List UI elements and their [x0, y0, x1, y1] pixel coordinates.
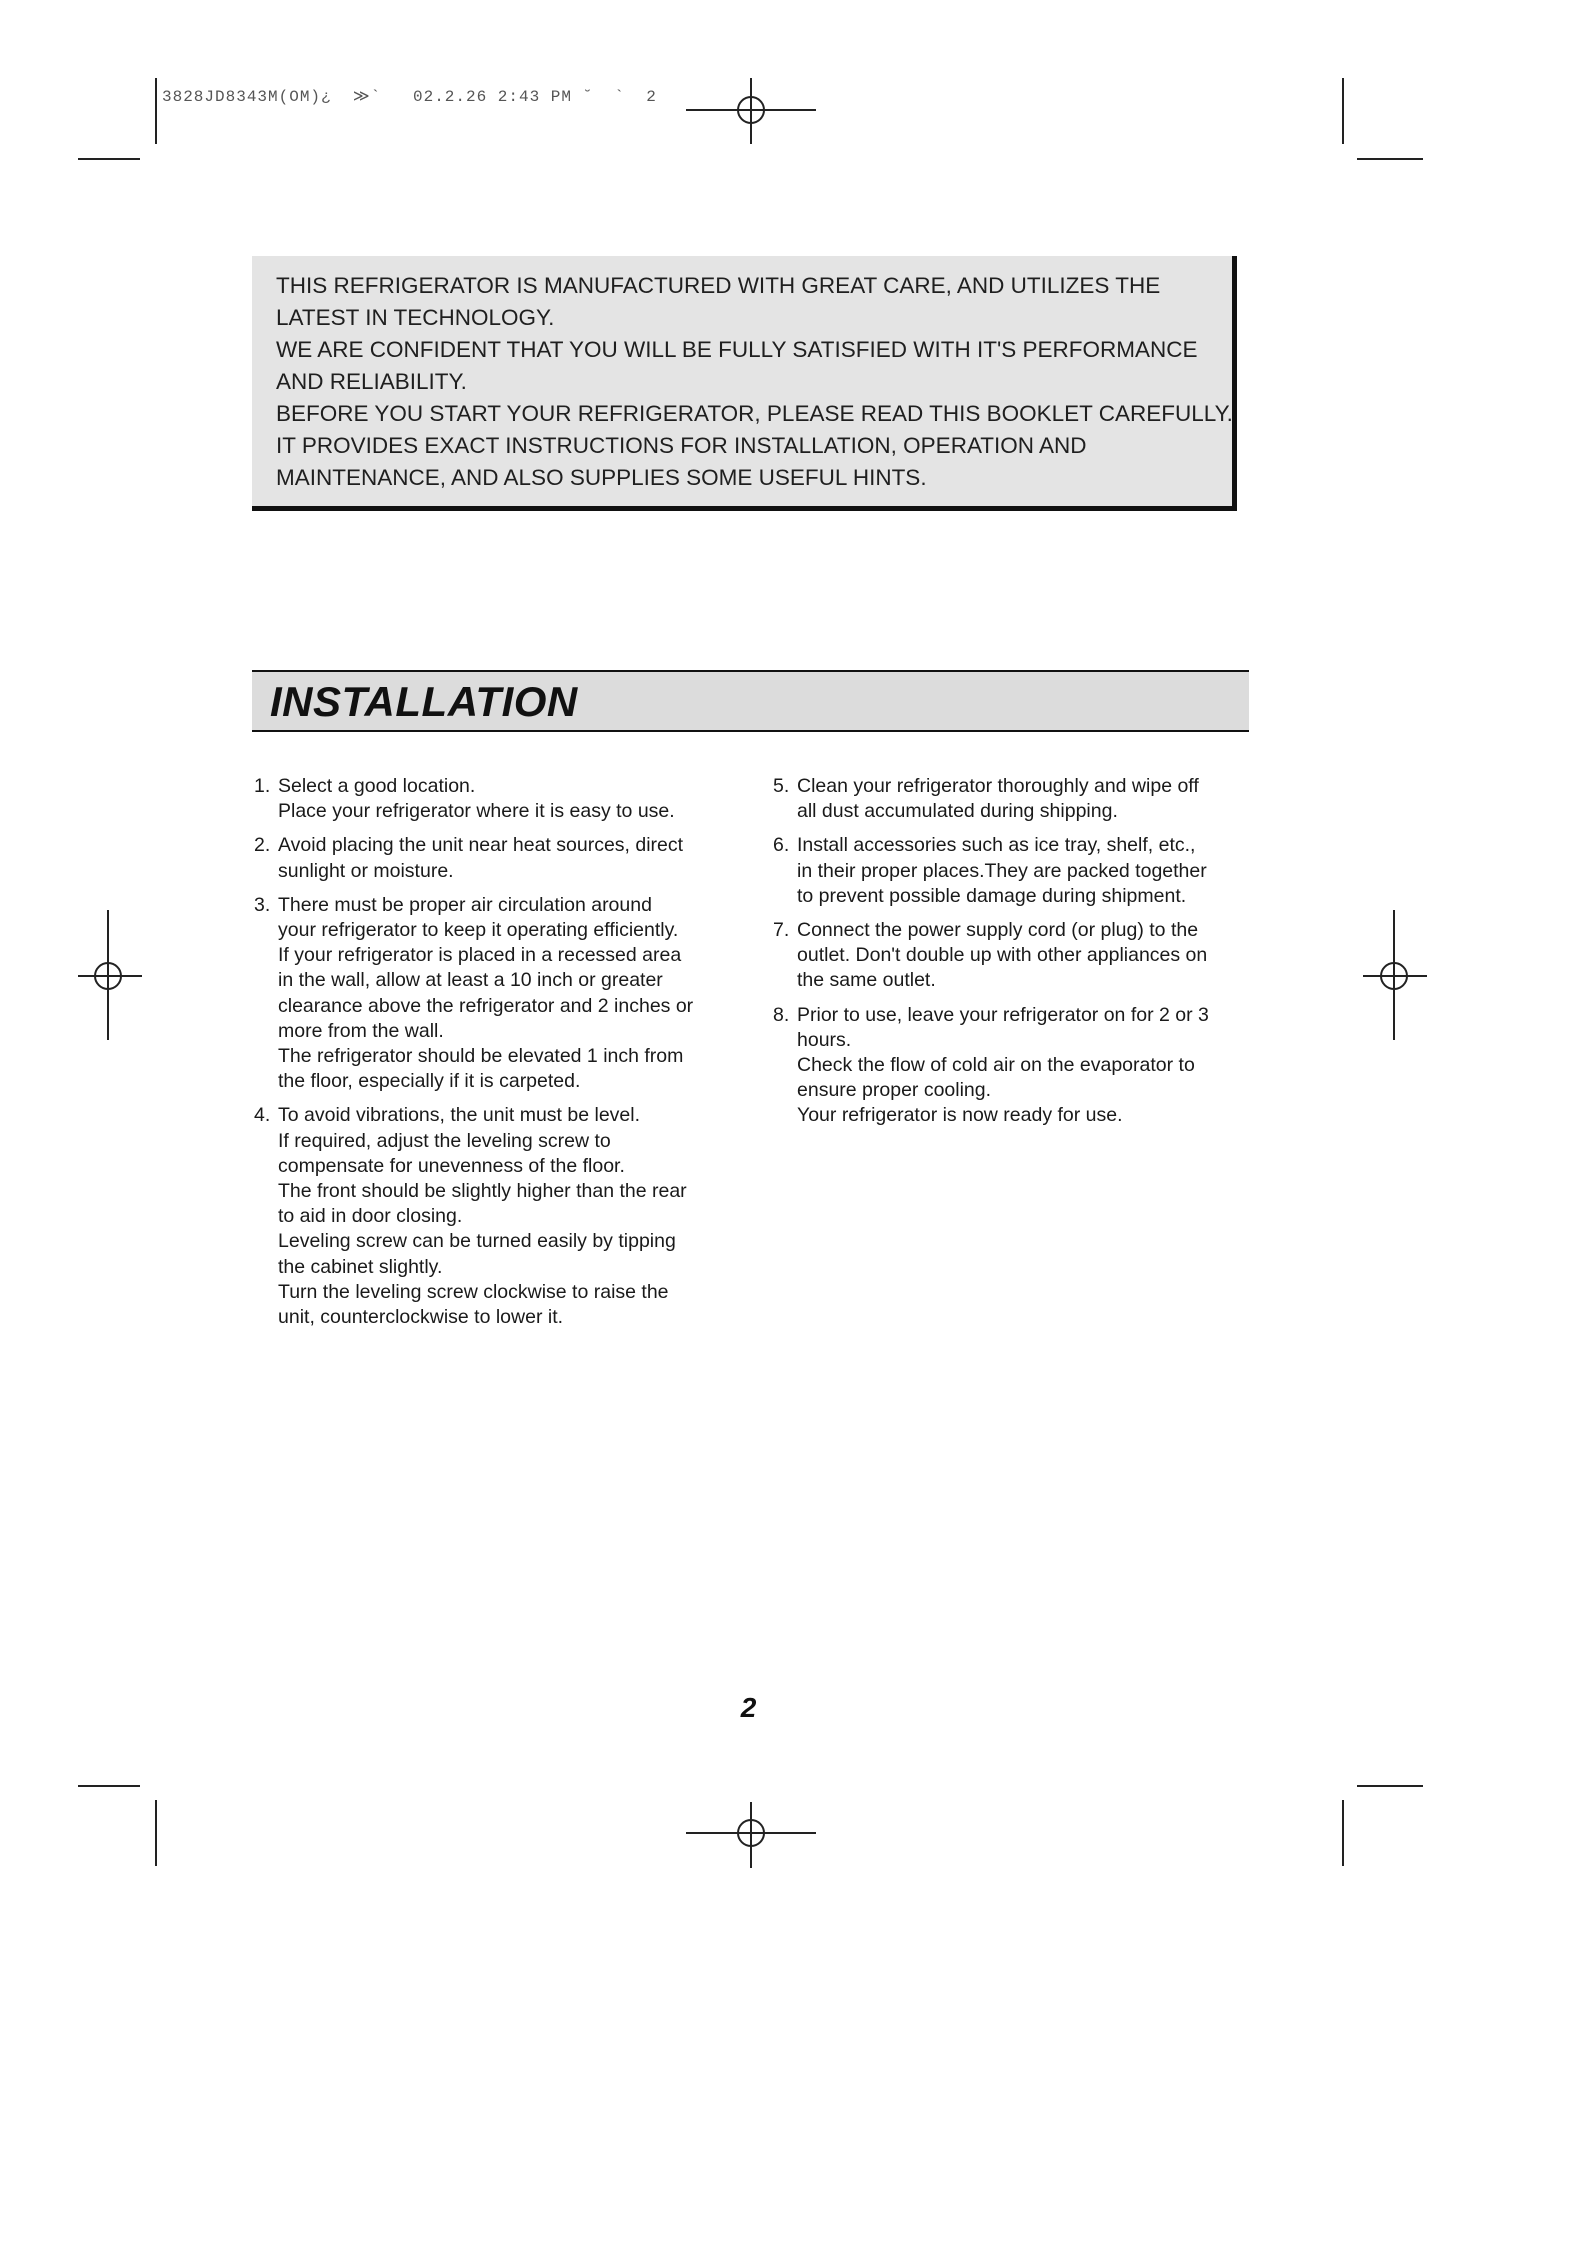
intro-line: THIS REFRIGERATOR IS MANUFACTURED WITH GREAT CARE, AND UTILIZES THE [276, 273, 1161, 298]
page-number: 2 [740, 1692, 757, 1723]
item-line: all dust accumulated during shipping. [797, 800, 1118, 823]
item-line: ensure proper cooling. [797, 1079, 992, 1102]
item-line: Check the flow of cold air on the evaporator to [797, 1054, 1195, 1077]
item-number: 7. [773, 919, 790, 942]
item-line: Place your refrigerator where it is easy to use. [278, 800, 675, 823]
item-line: Your refrigerator is now ready for use. [797, 1104, 1123, 1127]
item-number: 1. [254, 775, 271, 797]
intro-notice-text [276, 270, 1233, 494]
item-line: There must be proper air circulation around [278, 893, 652, 916]
intro-line: LATEST IN TECHNOLOGY. [276, 305, 555, 330]
item-number: 4. [254, 1104, 271, 1127]
item-number: 3. [254, 893, 271, 916]
item-number: 2. [254, 834, 271, 857]
item-line: unit, counterclockwise to lower it. [278, 1306, 564, 1329]
list-item [254, 833, 734, 883]
item-line: outlet. Don't double up with other appliances on [797, 944, 1208, 967]
item-line: the floor, especially if it is carpeted. [278, 1070, 581, 1093]
item-line: in the wall, allow at least a 10 inch or greater [278, 969, 663, 992]
item-line: hours. [797, 1028, 852, 1051]
item-line: The front should be slightly higher than the rear [278, 1180, 687, 1203]
list-item [773, 918, 1253, 994]
item-line: Clean your refrigerator thoroughly and wipe off [797, 775, 1199, 797]
item-line: Turn the leveling screw clockwise to raise the [278, 1280, 669, 1303]
item-line: Install accessories such as ice tray, shelf, etc., [797, 834, 1196, 857]
intro-line: WE ARE CONFIDENT THAT YOU WILL BE FULLY SATISFIED WITH IT'S PERFORMANCE [276, 337, 1198, 362]
intro-notice-box [252, 256, 1237, 511]
item-line: to prevent possible damage during shipment. [797, 884, 1187, 907]
item-line: compensate for unevenness of the floor. [278, 1154, 625, 1177]
intro-line: AND RELIABILITY. [276, 369, 467, 394]
item-line: Leveling screw can be turned easily by tipping [278, 1230, 676, 1253]
item-line: the cabinet slightly. [278, 1255, 443, 1278]
section-title: INSTALLATION [270, 678, 578, 725]
item-line: to aid in door closing. [278, 1205, 463, 1228]
instructions-column-right [773, 774, 1253, 1138]
list-item [254, 893, 734, 1095]
section-header [252, 670, 1249, 732]
item-line: more from the wall. [278, 1019, 444, 1042]
intro-line: IT PROVIDES EXACT INSTRUCTIONS FOR INSTALLATION, OPERATION AND [276, 433, 1087, 458]
intro-line: MAINTENANCE, AND ALSO SUPPLIES SOME USEFUL HINTS. [276, 465, 927, 490]
item-line: The refrigerator should be elevated 1 inch from [278, 1045, 684, 1068]
item-line: clearance above the refrigerator and 2 inches or [278, 994, 694, 1017]
list-item [254, 1103, 734, 1330]
item-line: To avoid vibrations, the unit must be level. [278, 1104, 641, 1127]
list-item [773, 833, 1253, 909]
item-line: Connect the power supply cord (or plug) to the [797, 919, 1199, 942]
item-line: your refrigerator to keep it operating efficiently. [278, 919, 679, 942]
item-line: Prior to use, leave your refrigerator on for 2 or 3 [797, 1003, 1209, 1026]
item-line: sunlight or moisture. [278, 859, 454, 882]
item-line: Avoid placing the unit near heat sources, direct [278, 834, 684, 857]
print-slug: 3828JD8343M(OM)¿ ≫` 02.2.26 2:43 PM ˘ ` 2 [162, 88, 657, 106]
instructions-column-left [254, 774, 734, 1339]
item-line: If your refrigerator is placed in a recessed area [278, 944, 682, 967]
item-line: the same outlet. [797, 969, 936, 992]
item-line: If required, adjust the leveling screw to [278, 1129, 611, 1152]
item-number: 6. [773, 834, 790, 857]
item-line: Select a good location. [278, 775, 476, 797]
list-item [254, 774, 734, 824]
item-number: 5. [773, 775, 790, 797]
item-number: 8. [773, 1003, 790, 1026]
list-item [773, 1003, 1253, 1129]
item-line: in their proper places.They are packed together [797, 859, 1207, 882]
intro-line: BEFORE YOU START YOUR REFRIGERATOR, PLEASE READ THIS BOOKLET CAREFULLY. [276, 401, 1233, 426]
list-item [773, 774, 1253, 824]
